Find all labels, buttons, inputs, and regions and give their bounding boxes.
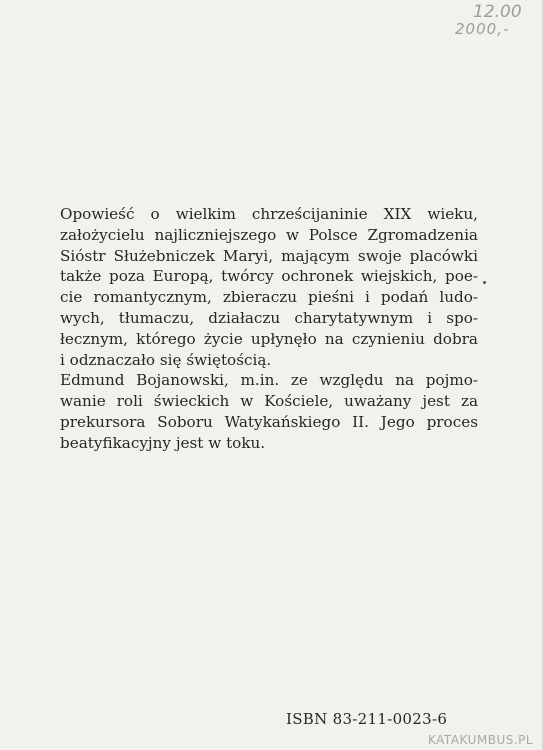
- blurb-line: Opowieść o wielkim chrześcijaninie XIX wieku,: [60, 205, 478, 223]
- blurb-line: beatyfikacyjny jest w toku.: [60, 433, 266, 452]
- blurb-line: i odznaczało się świętością.: [60, 350, 272, 369]
- handwritten-price-note: [455, 4, 522, 38]
- handwritten-price-line-2: 2000,-: [455, 20, 510, 38]
- back-cover-blurb: [60, 204, 478, 454]
- blurb-line: łecznym, którego życie upłynęło na czynieniu dobra: [60, 329, 478, 348]
- blurb-paragraph-2: [60, 370, 478, 453]
- handwritten-price-line-1: 12.00: [473, 2, 522, 22]
- watermark: KATAKUMBUS.PL: [428, 733, 534, 747]
- paper-speck: [483, 281, 486, 284]
- isbn-number: ISBN 83-211-0023-6: [286, 710, 448, 728]
- blurb-line: prekursora Soboru Watykańskiego II. Jego proces: [60, 412, 478, 431]
- blurb-paragraph-1: [60, 204, 478, 370]
- blurb-line: Edmund Bojanowski, m.in. ze względu na pojmo-: [60, 371, 478, 390]
- blurb-line: także poza Europą, twórcy ochronek wiejskich, poe-: [60, 267, 478, 286]
- blurb-line: Sióstr Służebniczek Maryi, mającym swoje placówki: [60, 246, 478, 265]
- blurb-line: wych, tłumaczu, działaczu charytatywnym i spo-: [60, 308, 478, 327]
- blurb-line: wanie roli świeckich w Kościele, uważany jest za: [60, 392, 478, 411]
- blurb-line: założycielu najliczniejszego w Polsce Zgromadzenia: [60, 225, 478, 244]
- blurb-line: cie romantycznym, zbieraczu pieśni i podań ludo-: [60, 288, 478, 307]
